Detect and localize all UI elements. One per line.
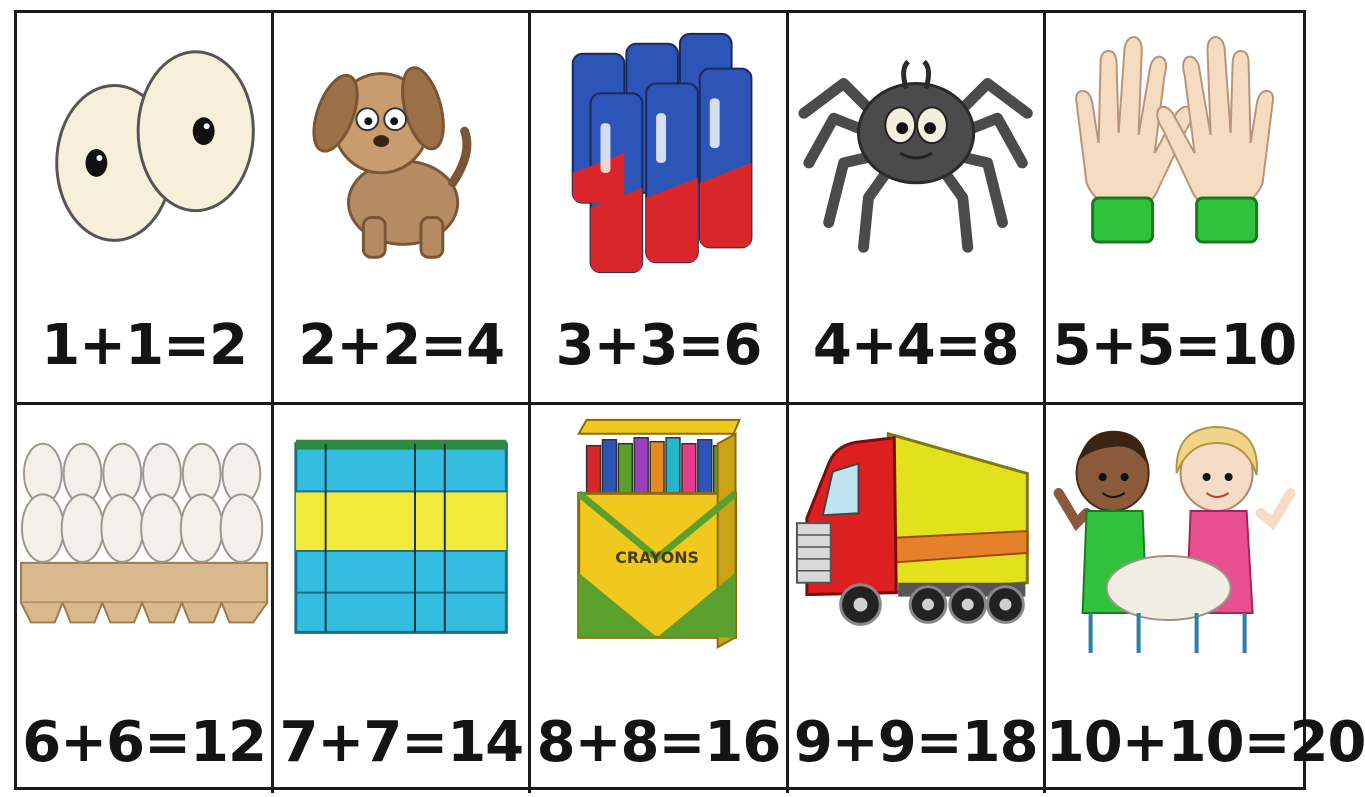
doubles-chart (14, 10, 1365, 790)
hands-icon (1046, 13, 1303, 293)
card-hands (1046, 13, 1303, 405)
card-truck (789, 405, 1046, 793)
crayon-box-label: CRAYONS (615, 547, 700, 567)
card-spider (789, 13, 1046, 405)
dog-icon (274, 13, 528, 293)
crayon-box-icon (531, 413, 785, 673)
equation-label: 4+4=8 (812, 313, 1019, 378)
kids-icon (1046, 413, 1303, 673)
equation-label: 5+5=10 (1052, 313, 1297, 378)
spider-icon (789, 13, 1043, 293)
card-eyes (17, 13, 274, 405)
card-soda-cans (531, 13, 788, 405)
equation-label: 10+10=20 (1045, 710, 1365, 775)
equation-label: 3+3=6 (555, 313, 762, 378)
equation-label: 9+9=18 (793, 710, 1038, 775)
truck-icon (789, 413, 1043, 673)
equation-label: 6+6=12 (22, 710, 266, 775)
equation-label: 1+1=2 (41, 313, 247, 378)
card-crayon-box (531, 405, 788, 793)
equation-label: 2+2=4 (298, 313, 505, 378)
equation-label: 7+7=14 (279, 710, 524, 775)
egg-carton-icon (17, 413, 271, 673)
card-dog (274, 13, 531, 405)
equation-label: 8+8=16 (536, 710, 781, 775)
soda-cans-icon (531, 13, 785, 293)
card-calendar (274, 405, 531, 793)
card-kids (1045, 405, 1365, 793)
card-egg-carton (17, 405, 274, 793)
eyes-icon (17, 13, 271, 293)
calendar-weeks-icon (274, 413, 528, 673)
